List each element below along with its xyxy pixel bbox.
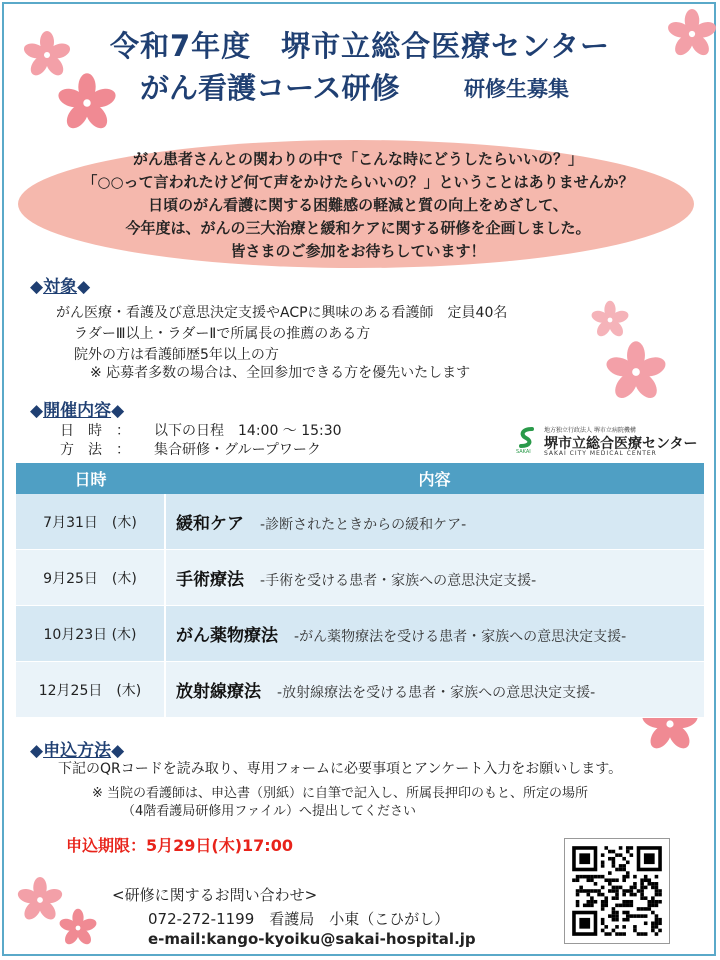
session-date: 7月31日 (木) (16, 494, 165, 550)
session-topic: がん薬物療法 (176, 626, 278, 646)
flower-decoration (58, 908, 98, 948)
page-title: 令和7年度 堺市立総合医療センター (109, 29, 611, 63)
qr-code[interactable] (564, 838, 670, 944)
intro-line: 皆さまのご参加をお待ちしています！ (230, 242, 486, 260)
flower-decoration (56, 72, 118, 134)
table-row (16, 494, 704, 550)
session-topic: 手術療法 (176, 570, 244, 590)
session-desc: -診断されたときからの緩和ケア- (260, 517, 467, 533)
apply-note: ※ 当院の看護師は、申込書（別紙）に自筆で記入し、所属長押印のもと、所定の場所 (92, 786, 589, 801)
target-line: 院外の方は看護師歴5年以上の方 (74, 347, 279, 363)
logo-org: 地方独立行政法人 堺市立病院機構 (544, 427, 636, 434)
date-value: 以下の日程 14:00 ～ 15:30 (154, 423, 342, 439)
apply-heading: ◆申込方法◆ (30, 741, 125, 761)
logo-english: SAKAI CITY MEDICAL CENTER (544, 450, 657, 457)
session-content (165, 606, 704, 662)
qr-code-image (565, 839, 669, 943)
apply-note: （4階看護局研修用ファイル）へ提出してください (122, 804, 417, 819)
header-content: 内容 (165, 463, 704, 494)
logo-mark-text: SAKAI (516, 449, 531, 454)
session-content (165, 494, 704, 550)
hospital-logo (516, 424, 706, 458)
intro-line: 今年度は、がんの三大治療と緩和ケアに関する研修を企画しました。 (125, 219, 591, 237)
target-line: がん医療・看護及び意思決定支援やACPに興味のある看護師 定員40名 (56, 305, 508, 321)
flower-decoration (604, 340, 668, 404)
intro-line: 「○○って言われたけど何て声をかけたらいいの？」ということはありませんか？ (82, 173, 634, 191)
hospital-logo-icon (516, 426, 538, 454)
intro-text (28, 148, 688, 263)
table-row (16, 606, 704, 662)
session-desc: -手術を受ける患者・家族への意思決定支援- (260, 573, 537, 589)
schedule-table (16, 463, 704, 718)
target-heading: ◆対象◆ (30, 277, 91, 297)
session-desc: -がん薬物療法を受ける患者・家族への意思決定支援- (294, 629, 627, 645)
course-title: がん看護コース研修 (140, 71, 400, 105)
method-label: 方 法 ： (60, 442, 130, 458)
apply-heading-label: 申込方法 (43, 741, 112, 761)
table-row (16, 662, 704, 718)
session-content (165, 662, 704, 718)
session-content (165, 550, 704, 606)
session-desc: -放射線療法を受ける患者・家族への意思決定支援- (277, 685, 596, 701)
session-date: 9月25日 (木) (16, 550, 165, 606)
session-date: 12月25日 (木) (16, 662, 165, 718)
application-deadline: 申込期限：5月29日(木)17:00 (66, 836, 293, 855)
method-value: 集合研修・グループワーク (154, 442, 321, 458)
intro-line: 日頃のがん看護に関する困難感の軽減と質の向上をめざして、 (148, 196, 568, 214)
flower-decoration (590, 300, 630, 340)
apply-instruction: 下記のQRコードを読み取り、専用フォームに必要事項とアンケート入力をお願いします。 (58, 761, 623, 777)
header-date: 日時 (16, 463, 165, 494)
contact-heading: <研修に関するお問い合わせ> (112, 886, 318, 904)
session-topic: 放射線療法 (176, 682, 261, 702)
details-heading: ◆開催内容◆ (30, 401, 125, 421)
recruit-subtitle: 研修生募集 (464, 77, 569, 101)
contact-phone: 072-272-1199 看護局 小東（こひがし） (148, 910, 450, 928)
contact-email: e-mail:kango-kyoiku@sakai-hospital.jp (148, 930, 476, 948)
session-topic: 緩和ケア (176, 514, 244, 534)
flower-decoration (666, 8, 718, 60)
intro-line: がん患者さんとの関わりの中で「こんな時にどうしたらいいの？」 (132, 150, 583, 168)
session-date: 10月23日 (木) (16, 606, 165, 662)
flower-decoration (16, 876, 64, 924)
target-note: ※ 応募者多数の場合は、全回参加できる方を優先いたします (90, 365, 471, 381)
target-heading-label: 対象 (43, 277, 78, 297)
date-label: 日 時 ： (60, 423, 130, 439)
target-line: ラダーⅢ以上・ラダーⅡで所属長の推薦のある方 (74, 326, 371, 342)
logo-name: 堺市立総合医療センター (544, 436, 698, 452)
details-heading-label: 開催内容 (43, 401, 112, 421)
table-header-row (16, 463, 704, 494)
table-row (16, 550, 704, 606)
